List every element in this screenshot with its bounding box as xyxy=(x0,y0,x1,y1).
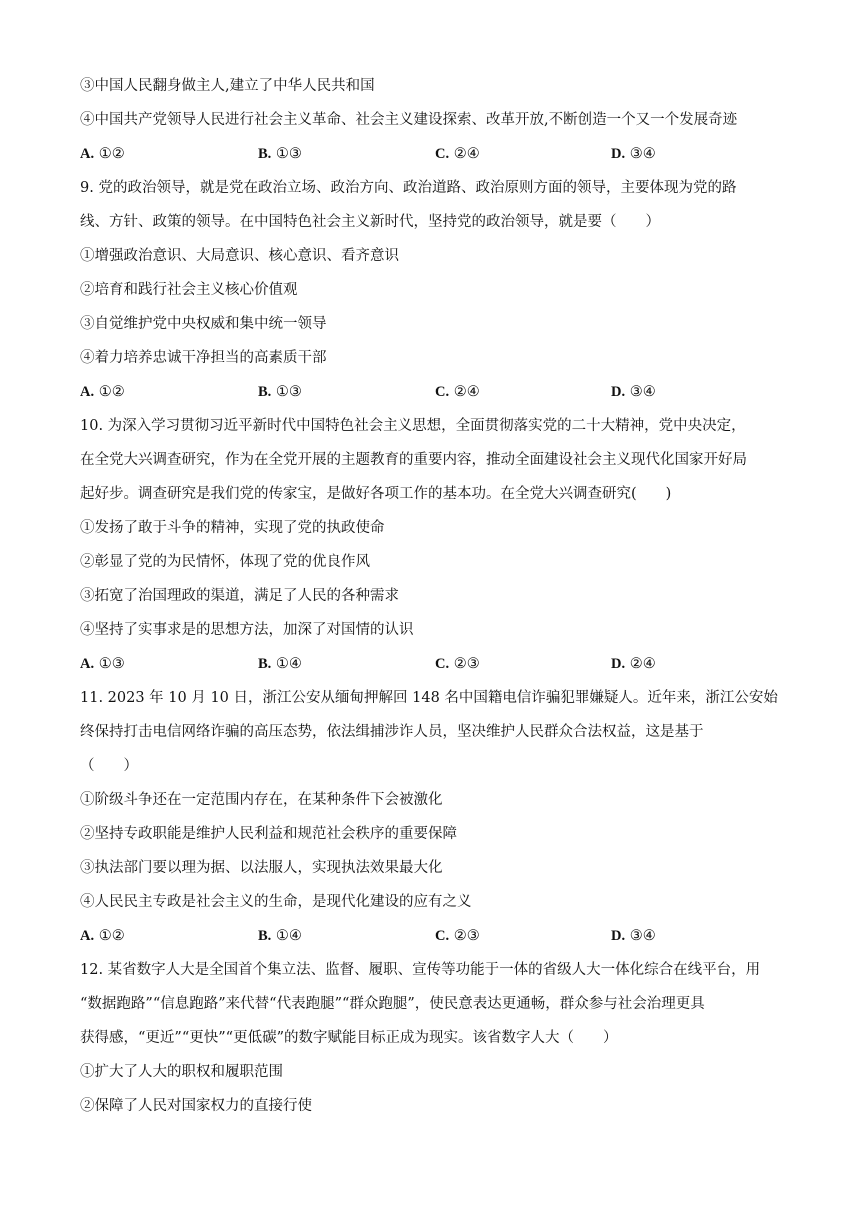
q9-choice-a[interactable]: A. ①② xyxy=(80,384,125,400)
q10-choices xyxy=(80,654,800,674)
q11-choice-a[interactable]: A. ①② xyxy=(80,928,125,944)
q10-option-4: ④坚持了实事求是的思想方法，加深了对国情的认识 xyxy=(80,622,414,638)
q12-option-2: ②保障了人民对国家权力的直接行使 xyxy=(80,1098,312,1114)
q11-stem-line-2: 终保持打击电信网络诈骗的高压态势，依法缉捕涉诈人员，坚决维护人民群众合法权益，这是基于 xyxy=(80,724,704,740)
q11-choice-c[interactable]: C. ②③ xyxy=(435,928,480,944)
q10-choice-c[interactable]: C. ②③ xyxy=(435,656,480,672)
q11-choices xyxy=(80,926,800,946)
q8-choice-c[interactable]: C. ②④ xyxy=(435,146,480,162)
q12-stem-line-2: “数据跑路”“信息跑路”来代替“代表跑腿”“群众跑腿”，使民意表达更通畅，群众参与社会治理更具 xyxy=(80,996,705,1012)
q10-option-1: ①发扬了敢于斗争的精神，实现了党的执政使命 xyxy=(80,520,385,536)
q9-choice-d[interactable]: D. ③④ xyxy=(611,384,656,400)
q10-stem-line-2: 在全党大兴调查研究，作为在全党开展的主题教育的重要内容，推动全面建设社会主义现代化国家开好局 xyxy=(80,452,747,468)
q11-stem-line-1: 11. 2023 年 10 月 10 日，浙江公安从缅甸押解回 148 名中国籍电信诈骗犯罪嫌疑人。近年来，浙江公安始 xyxy=(80,690,778,706)
q9-option-1: ①增强政治意识、大局意识、核心意识、看齐意识 xyxy=(80,248,399,264)
q10-stem-line-1: 10. 为深入学习贯彻习近平新时代中国特色社会主义思想，全面贯彻落实党的二十大精神，党中央决定， xyxy=(80,418,746,434)
q8-choice-b[interactable]: B. ①③ xyxy=(258,146,302,162)
q10-choice-b[interactable]: B. ①④ xyxy=(258,656,302,672)
q11-option-4: ④人民民主专政是社会主义的生命，是现代化建设的应有之义 xyxy=(80,894,472,910)
q9-option-2: ②培育和践行社会主义核心价值观 xyxy=(80,282,298,298)
q9-stem-line-2: 线、方针、政策的领导。在中国特色社会主义新时代，坚持党的政治领导，就是要（ ） xyxy=(80,214,660,230)
q9-choice-c[interactable]: C. ②④ xyxy=(435,384,480,400)
q10-stem-line-3: 起好步。调查研究是我们党的传家宝，是做好各项工作的基本功。在全党大兴调查研究( ) xyxy=(80,486,672,502)
q9-choices xyxy=(80,382,800,402)
q10-choice-d[interactable]: D. ②④ xyxy=(611,656,656,672)
q11-choice-b[interactable]: B. ①④ xyxy=(258,928,302,944)
q11-option-1: ①阶级斗争还在一定范围内存在，在某种条件下会被激化 xyxy=(80,792,443,808)
q10-option-3: ③拓宽了治国理政的渠道，满足了人民的各种需求 xyxy=(80,588,399,604)
q11-stem-line-3: （ ） xyxy=(80,758,138,774)
q9-option-3: ③自觉维护党中央权威和集中统一领导 xyxy=(80,316,327,332)
q8-option-4: ④中国共产党领导人民进行社会主义革命、社会主义建设探索、改革开放,不断创造一个又一个发展奇迹 xyxy=(80,112,738,128)
q11-choice-d[interactable]: D. ③④ xyxy=(611,928,656,944)
q8-choice-a[interactable]: A. ①② xyxy=(80,146,125,162)
q11-option-2: ②坚持专政职能是维护人民利益和规范社会秩序的重要保障 xyxy=(80,826,457,842)
q8-choices xyxy=(80,144,800,164)
q8-choice-d[interactable]: D. ③④ xyxy=(611,146,656,162)
q10-choice-a[interactable]: A. ①③ xyxy=(80,656,125,672)
q9-choice-b[interactable]: B. ①③ xyxy=(258,384,302,400)
q9-stem-line-1: 9. 党的政治领导，就是党在政治立场、政治方向、政治道路、政治原则方面的领导，主要体现为党的路 xyxy=(80,180,737,196)
q9-option-4: ④着力培养忠诚干净担当的高素质干部 xyxy=(80,350,327,366)
q10-option-2: ②彰显了党的为民情怀，体现了党的优良作风 xyxy=(80,554,370,570)
q12-option-1: ①扩大了人大的职权和履职范围 xyxy=(80,1064,283,1080)
q12-stem-line-3: 获得感，“更近”“更快”“更低碳”的数字赋能目标正成为现实。该省数字人大（ ） xyxy=(80,1030,618,1046)
q11-option-3: ③执法部门要以理为据、以法服人，实现执法效果最大化 xyxy=(80,860,443,876)
q8-option-3: ③中国人民翻身做主人,建立了中华人民共和国 xyxy=(80,78,375,94)
q12-stem-line-1: 12. 某省数字人大是全国首个集立法、监督、履职、宣传等功能于一体的省级人大一体化综合在线平台，用 xyxy=(80,962,761,978)
